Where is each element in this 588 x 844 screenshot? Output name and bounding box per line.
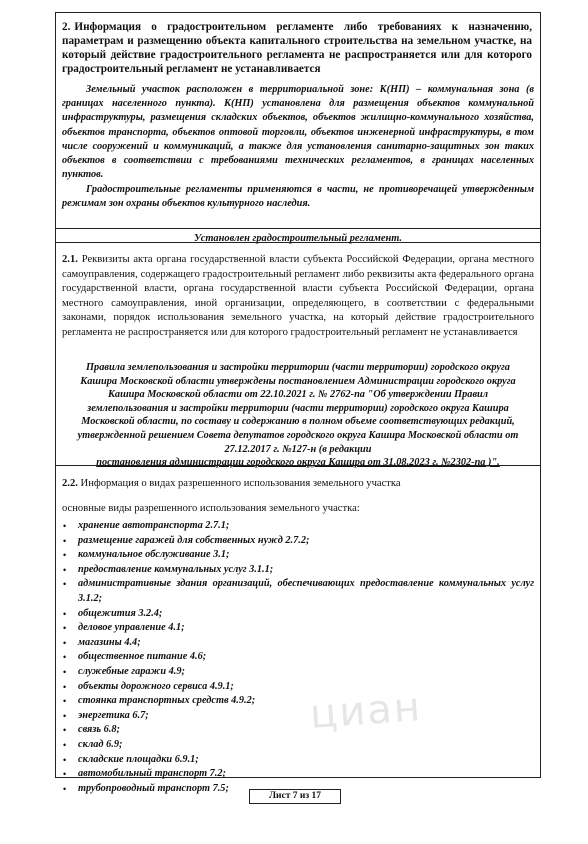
- section-2: [56, 13, 540, 229]
- list-item: [56, 621, 540, 636]
- bullet-icon: •: [63, 637, 67, 648]
- list-item: [56, 665, 540, 680]
- list-item: [56, 709, 540, 724]
- regulation-note: Градостроительные регламенты применяются в части, не противоречащей утвержденным режимам зон охраны объектов культурного наследия.: [62, 184, 534, 210]
- section-2-1: [56, 242, 540, 469]
- list-item: [56, 534, 540, 549]
- list-item-text: связь 6.8;: [78, 724, 120, 736]
- bullet-icon: •: [63, 652, 67, 663]
- bullet-icon: •: [63, 769, 67, 780]
- rules-text-last: постановления администрации городского округа Кашира от 31.08.2023 г. №2302-па )".: [96, 457, 500, 469]
- list-item-text: общественное питание 4.6;: [78, 651, 207, 663]
- bullet-icon: •: [63, 739, 67, 750]
- bullet-icon: •: [63, 696, 67, 707]
- list-item: [56, 723, 540, 738]
- bullet-icon: •: [63, 608, 67, 619]
- regulation-established: Установлен градостроительный регламент.: [193, 233, 403, 244]
- main-uses-subheading: основные виды разрешенного использования земельного участка:: [62, 503, 360, 514]
- list-item-text: размещение гаражей для собственных нужд 2.7.2;: [78, 534, 310, 546]
- section-2-heading-text: Информация о градостроительном регламенте либо требованиях к назначению, параметрам и размещению объекта капитального строительства на земельном участке, на который действие градостроительного регламента не распространяется или для которого градостроительный регламент не устанавливается: [62, 21, 532, 75]
- list-item-text: складские площадки 6.9.1;: [78, 753, 199, 765]
- list-item: [56, 753, 540, 768]
- list-item-text: трубопроводный транспорт 7.5;: [78, 782, 229, 794]
- list-item: [56, 577, 540, 606]
- bullet-icon: •: [63, 681, 67, 692]
- section-2-1-body: Реквизиты акта органа государственной власти субъекта Российской Федерации, органа местного самоуправления, содержащего градостроительный регламент либо реквизиты акта федерального органа государственной власти, органа государственной власти субъекта Российской Федерации, органа местного самоуправления, иной организации, определяющего, в соответствии с федеральными законами, порядок использования земельного участка, на который действие градостроительного регламента не распространяется или для которого градостроительный регламент не устанавливается: [62, 254, 534, 338]
- permitted-uses-list: [56, 519, 540, 796]
- section-2-2: [56, 466, 540, 794]
- list-item: [56, 694, 540, 709]
- list-item: [56, 738, 540, 753]
- list-item-text: служебные гаражи 4.9;: [78, 665, 185, 677]
- bullet-icon: •: [63, 564, 67, 575]
- list-item: [56, 636, 540, 651]
- list-item-text: административные здания организаций, обеспечивающих предоставление коммунальных услуг 3.1.2;: [78, 578, 534, 604]
- bullet-icon: •: [63, 521, 67, 531]
- section-2-1-number: 2.1.: [62, 254, 78, 265]
- document-frame: [55, 12, 541, 794]
- bullet-icon: •: [63, 783, 67, 794]
- list-item-text: объекты дорожного сервиса 4.9.1;: [78, 680, 234, 692]
- page-counter: Лист 7 из 17: [249, 789, 341, 804]
- section-2-number: 2.: [62, 21, 71, 33]
- list-item: [56, 563, 540, 578]
- list-item: [56, 607, 540, 622]
- bullet-icon: •: [63, 579, 67, 590]
- section-2-2-heading: [62, 478, 401, 489]
- list-item-text: хранение автотранспорта 2.7.1;: [78, 520, 230, 531]
- list-item-text: автомобильный транспорт 7.2;: [78, 768, 226, 780]
- bullet-icon: •: [63, 725, 67, 736]
- rules-reference: [70, 361, 526, 470]
- section-2-heading: [62, 20, 532, 76]
- bullet-icon: •: [63, 623, 67, 634]
- list-item-text: энергетика 6.7;: [78, 709, 149, 721]
- section-2-1-text: [62, 253, 534, 341]
- list-item: [56, 519, 540, 534]
- bullet-icon: •: [63, 550, 67, 561]
- list-item-text: общежития 3.2.4;: [78, 607, 163, 619]
- list-item: [56, 548, 540, 563]
- list-item-text: склад 6.9;: [78, 738, 123, 750]
- watermark-logo: циан: [308, 684, 424, 738]
- section-2-2-number: 2.2.: [62, 478, 78, 489]
- list-item-text: предоставление коммунальных услуг 3.1.1;: [78, 563, 274, 575]
- zone-description: Земельный участок расположен в территориальной зоне: К(НП) – коммунальная зона (в границах населенного пункта). К(НП) установлена для размещения объектов коммунальной инфраструктуры, размещения складских объектов, объектов жилищно-коммунального хозяйства, объектов транспорта, объектов оптовой торговли, объектов инженерной инфраструктуры, в том числе сооружений и коммуникаций, а также для установления санитарно-защитных зон таких объектов в соответствии с требованиями технических регламентов, в границах населенных пунктов.: [62, 84, 534, 181]
- list-item: [56, 650, 540, 665]
- bullet-icon: •: [63, 710, 67, 721]
- list-item-text: коммунальное обслуживание 3.1;: [78, 549, 230, 561]
- bullet-icon: •: [63, 754, 67, 765]
- list-item-text: стоянка транспортных средств 4.9.2;: [78, 695, 256, 707]
- rules-text: Правила землепользования и застройки территории (части территории) городского округа Кашира Московской области утверждены постановлением Администрации городского округа Кашира Московской области от 22.10.2021 г. № 2762-па "Об утверждении Правил землепользования и застройки территории (части территории) городского округа Кашира Московской области, по составу и содержанию в полном объеме соответствующих редакций, утвержденной решением Совета депутатов городского округа Кашира Московской области от 27.12.2017 г. №127-н (в редакции: [77, 362, 519, 455]
- bullet-icon: •: [63, 535, 67, 546]
- list-item-text: деловое управление 4.1;: [78, 622, 185, 634]
- bullet-icon: •: [63, 666, 67, 677]
- list-item: [56, 767, 540, 782]
- section-2-2-heading-text: Информация о видах разрешенного использования земельного участка: [80, 478, 401, 489]
- list-item: [56, 680, 540, 695]
- list-item-text: магазины 4.4;: [78, 636, 141, 648]
